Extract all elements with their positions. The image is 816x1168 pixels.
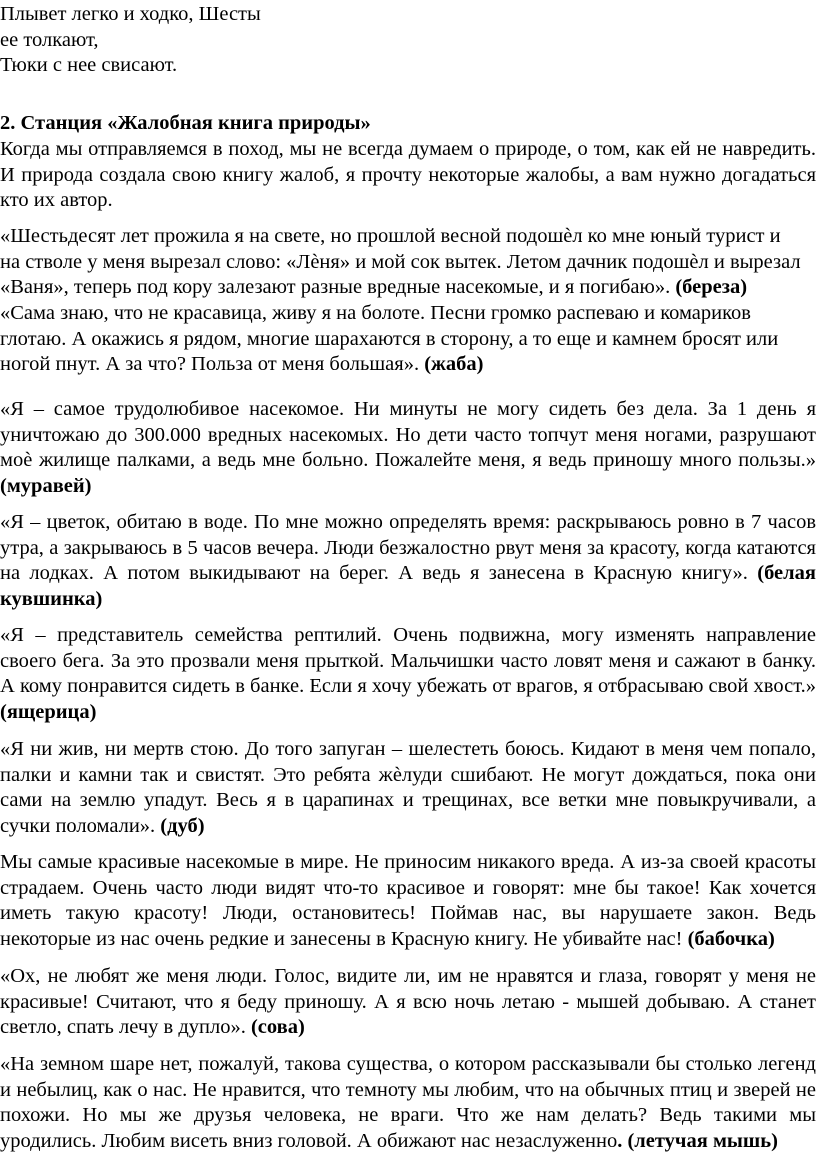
riddle-line: «Ваня», теперь под кору залезают разные вредные насекомые, и я погибаю». <box>0 276 671 299</box>
riddle-line: на стволе у меня вырезал слово: «Лѐня» и мой сок вытек. Летом дачник подошѐл и вырезал <box>0 250 801 273</box>
riddle-text: «Я ни жив, ни мертв стою. До того запуган – шелестеть боюсь. Кидают в меня чем попало, палки и камни так и свистят. Это ребята жѐлуди сшибают. Не могут дождаться, пока они сами на землю упадут. Весь я в царапинах и трещинах, все ветки мне повыкручивали, а сучки поломали». <box>0 738 816 837</box>
riddle-answer: (дуб) <box>160 814 205 837</box>
poem-line: ее толкают, <box>0 28 99 51</box>
riddle-paragraph <box>0 623 816 725</box>
riddle-paragraph <box>0 850 816 952</box>
riddle-answer: (летучая мышь) <box>627 1129 778 1152</box>
poem-fragment <box>0 2 816 79</box>
riddle-paragraph <box>0 510 816 612</box>
riddle-answer: (бабочка) <box>687 927 775 950</box>
riddle-text: «Я – представитель семейства рептилий. Очень подвижна, могу изменять направление своего бега. За это прозвали меня прыткой. Мальчишки часто ловят меня и сажают в банку. А кому понравится сидеть в банке. Если я хочу убежать от врагов, я отбрасываю свой хвост.» <box>0 624 816 698</box>
section-intro: Когда мы отправляемся в поход, мы не всегда думаем о природе, о том, как ей не навредить. И природа создала свою книгу жалоб, я прочту некоторые жалобы, а вам нужно догадаться кто их автор. <box>0 138 816 212</box>
section-heading: 2. Станция «Жалобная книга природы» <box>0 112 371 134</box>
riddle-text: Мы самые красивые насекомые в мире. Не приносим никакого вреда. А из-за своей красоты страдаем. Очень часто люди видят что-то красивое и говорят: мне бы такое! Как хочется иметь такую красоту! Люди, остановитесь! Поймав нас, вы нарушаете закон. Ведь некоторые из нас очень редкие и занесены в Красную книгу. Не убивайте нас! <box>0 851 816 950</box>
riddle-text: «На земном шаре нет, пожалуй, такова существа, о котором рассказывали бы столько легенд и небылиц, как о нас. Не нравится, что темноту мы любим, что на обычных птиц и зверей не похожи. Но мы же друзья человека, не враги. Что же нам делать? Ведь такими мы уродились. Любим висеть вниз головой. А обижают нас незаслуженно <box>0 1053 816 1152</box>
riddle-paragraph <box>0 737 816 839</box>
riddle-text: «Ох, не любят же меня люди. Голос, видите ли, им не нравятся и глаза, говорят у меня не красивые! Считают, что я беду приношу. А я всю ночь летаю - мышей добываю. А станет светло, спать лечу в дупло». <box>0 965 816 1039</box>
riddle-answer: (жаба) <box>424 353 484 376</box>
poem-line: Тюки с нее свисают. <box>0 54 178 77</box>
riddle-paragraph <box>0 301 816 378</box>
riddle-paragraph <box>0 224 816 301</box>
riddle-answer-separator: . <box>617 1129 623 1152</box>
riddle-paragraph <box>0 964 816 1041</box>
riddle-answer: (белая кувшинка) <box>0 562 816 610</box>
riddle-paragraph <box>0 397 816 499</box>
riddle-answer: (муравей) <box>0 474 92 497</box>
riddle-line: «Сама знаю, что не красавица, живу я на болоте. Песни громко распеваю и комариков <box>0 302 751 324</box>
riddle-answer: (береза) <box>675 276 748 299</box>
riddle-line: ногой пнут. А за что? Польза от меня большая». <box>0 353 420 376</box>
riddle-answer: (ящерица) <box>0 700 97 723</box>
riddle-answer: (сова) <box>250 1016 305 1039</box>
riddle-line: «Шестьдесят лет прожила я на свете, но прошлой весной подошѐл ко мне юный турист и <box>0 225 781 247</box>
riddle-line: глотаю. А окажись я рядом, многие шарахаются в сторону, а то еще и камнем бросят или <box>0 327 779 350</box>
riddle-text: «Я – цветок, обитаю в воде. По мне можно определять время: раскрываюсь ровно в 7 часов утра, а закрываюсь в 5 часов вечера. Люди безжалостно рвут меня за красоту, когда катаются на лодках. А потом выкидывают на берег. А ведь я занесена в Красную книгу». <box>0 511 816 585</box>
riddle-paragraph <box>0 1052 816 1154</box>
riddle-text: «Я – самое трудолюбивое насекомое. Ни минуты не могу сидеть без дела. За 1 день я уничтожаю до 300.000 вредных насекомых. Но дети часто топчут меня ногами, разрушают моѐ жилище палками, а ведь мне больно. Пожалейте меня, я ведь приношу много пользы.» <box>0 398 816 472</box>
poem-line: Плывет легко и ходко, Шесты <box>0 3 261 25</box>
